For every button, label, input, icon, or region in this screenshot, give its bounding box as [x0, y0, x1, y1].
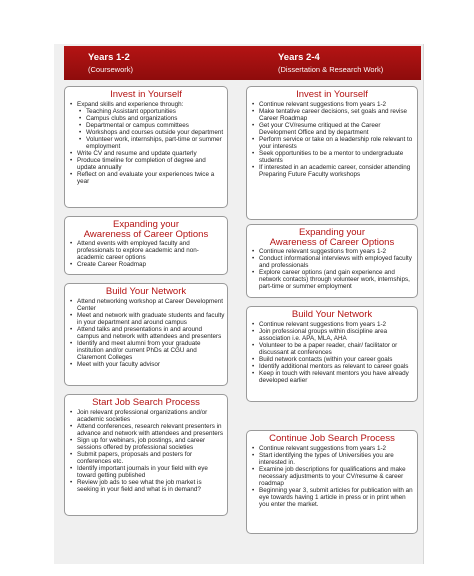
left-jobsearch-card — [64, 394, 228, 516]
list-item: • Join relevant professional organizations and/or academic societies — [70, 409, 225, 423]
list-item: • Attend talks and presentations in and around campus and network with attendees and presenters — [70, 326, 225, 340]
right-phase-label: (Dissertation & Research Work) — [278, 65, 384, 74]
bullet-list — [247, 321, 417, 384]
list-item: • Perform service or take on a leadership role relevant to your interests — [252, 136, 415, 150]
list-item: • Beginning year 3, submit articles for publication with an eye towards having 1 article in press or in print when you enter the market. — [252, 487, 415, 508]
card-title: Continue Job Search Process — [269, 433, 395, 444]
list-item: • Produce timeline for completion of degree and update annually — [70, 157, 225, 171]
card-title: Invest in Yourself — [296, 89, 368, 100]
bullet-list — [247, 101, 417, 179]
list-item: • Continue relevant suggestions from years 1-2 — [252, 445, 415, 452]
bullet-list — [65, 409, 227, 494]
list-item: • Build network contacts (within your career goals — [252, 356, 415, 363]
card-title: Start Job Search Process — [92, 397, 200, 408]
list-item: • Make tentative career decisions, set goals and revise Career Roadmap — [252, 108, 415, 122]
card-title: Expanding your — [112, 219, 180, 230]
card-title-continued: Awareness of Career Options — [269, 236, 395, 248]
list-item: • Continue relevant suggestions from years 1-2 — [252, 248, 415, 255]
list-item: • Explore career options (and gain experience and network contacts) through volunteer work, internships, part-time or summer employment — [252, 269, 415, 290]
list-item: • Join professional groups within discipline area association i.e. APA, MLA, AHA — [252, 328, 415, 342]
right-invest-card — [246, 86, 418, 220]
list-item: • Reflect on and evaluate your experiences twice a year — [70, 171, 225, 185]
list-item: • If interested in an academic career, consider attending Preparing Future Faculty workshops — [252, 164, 415, 178]
list-item: • Attend events with employed faculty and professionals to explore academic and non-academic career options — [70, 240, 225, 261]
list-item: • Volunteer work, internships, part-time or summer employment — [79, 136, 225, 150]
list-item: • Start identifying the types of Universities you are interested in. — [252, 452, 415, 466]
right-network-card — [246, 306, 418, 402]
list-item: • Get your CV/resume critiqued at the Career Development Office and by department — [252, 122, 415, 136]
list-item: • Continue relevant suggestions from years 1-2 — [252, 101, 415, 108]
card-title: Invest in Yourself — [110, 89, 182, 100]
list-item: • Write CV and resume and update quarterly — [70, 150, 225, 157]
left-year-label: Years 1-2 — [88, 52, 130, 63]
list-item: • Departmental or campus committees — [79, 122, 225, 129]
list-item: • Attend conferences, research relevant presenters in advance and network with attendees and presenters — [70, 423, 225, 437]
list-item: • Submit papers, proposals and posters for conferences etc. — [70, 451, 225, 465]
bullet-list — [65, 298, 227, 368]
list-item: • Workshops and courses outside your department — [79, 129, 225, 136]
list-item: • Expand skills and experience through: — [70, 101, 225, 108]
left-column-heading — [88, 52, 133, 75]
bullet-list — [65, 240, 227, 268]
left-network-card — [64, 283, 228, 386]
list-item: • Identify and meet alumni from your graduate institution and/or current PhDs at CGU and Claremont Colleges — [70, 340, 225, 361]
list-item: • Review job ads to see what the job market is seeking in your field and what is in demand? — [70, 479, 225, 493]
list-item: • Examine job descriptions for qualifications and make necessary adjustments to your CV/resume & career roadmap — [252, 466, 415, 487]
timeline-header — [64, 46, 421, 80]
list-item: • Identify important journals in your field with eye toward getting published — [70, 465, 225, 479]
bullet-list — [65, 101, 227, 186]
list-item: • Continue relevant suggestions from years 1-2 — [252, 321, 415, 328]
list-item: • Create Career Roadmap — [70, 261, 225, 268]
list-item: • Meet and network with graduate students and faculty in your department and around campus — [70, 312, 225, 326]
list-item: • Meet with your faculty advisor — [70, 361, 225, 368]
list-item: • Teaching Assistant opportunities — [79, 108, 225, 115]
card-title: Build Your Network — [291, 309, 373, 320]
list-item: • Campus clubs and organizations — [79, 115, 225, 122]
right-jobsearch-card — [246, 430, 418, 534]
card-title-continued: Awareness of Career Options — [83, 228, 209, 240]
list-item: • Keep in touch with relevant mentors you have already developed earlier — [252, 370, 415, 384]
right-year-label: Years 2-4 — [278, 52, 320, 63]
card-title: Build Your Network — [105, 286, 187, 297]
bullet-list — [247, 445, 417, 508]
left-invest-card — [64, 86, 228, 208]
right-column-heading — [278, 52, 383, 75]
list-item: • Attend networking workshop at Career Development Center — [70, 298, 225, 312]
bullet-list — [247, 248, 417, 290]
left-phase-label: (Coursework) — [88, 65, 134, 74]
list-item: • Sign up for webinars, job postings, and career sessions offered by professional societies — [70, 437, 225, 451]
list-item: • Conduct informational interviews with employed faculty and professionals — [252, 255, 415, 269]
card-title: Expanding your — [298, 227, 366, 238]
list-item: • Volunteer to be a paper reader, chair/ facilitator or discussant at conferences — [252, 342, 415, 356]
list-item: • Identify additional mentors as relevant to career goals — [252, 363, 415, 370]
list-item: • Seek opportunities to be a mentor to undergraduate students — [252, 150, 415, 164]
right-awareness-card — [246, 224, 418, 298]
left-awareness-card — [64, 216, 228, 275]
